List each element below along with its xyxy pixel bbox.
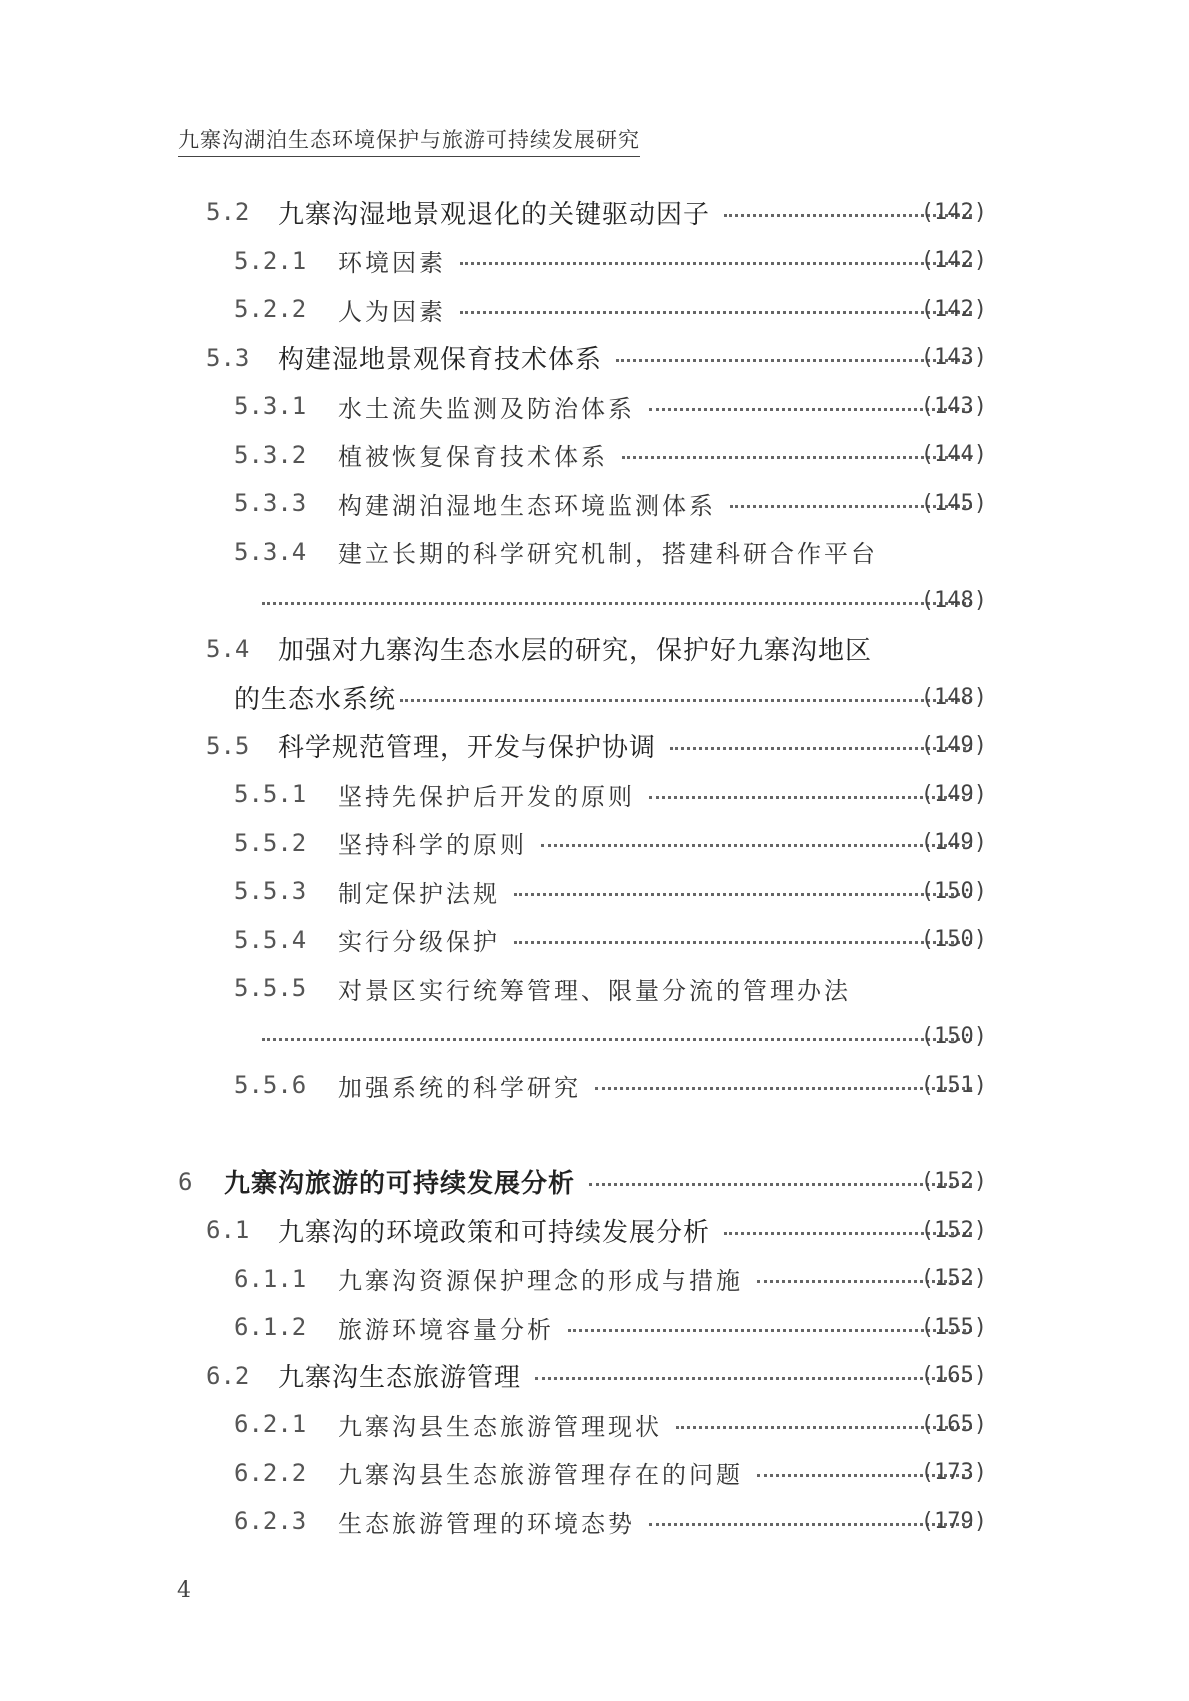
toc-entry-5-3-3[interactable]: [0, 479, 1189, 528]
dot-leader: [514, 941, 972, 944]
toc-title: 九寨沟的环境政策和可持续发展分析: [278, 1217, 711, 1248]
toc-number: 5.5: [206, 731, 250, 760]
toc-title: 坚持科学的原则: [338, 831, 527, 860]
toc-entry-5-5-6[interactable]: [0, 1061, 1189, 1110]
dot-leader: [460, 311, 972, 314]
toc-title: 九寨沟县生态旅游管理现状: [338, 1412, 662, 1441]
toc-title: 建立长期的科学研究机制，搭建科研合作平台: [338, 540, 878, 569]
toc-number: 6.2.2: [234, 1458, 307, 1487]
toc-entry-6-2-1[interactable]: [0, 1400, 1189, 1449]
toc-entry-5-2[interactable]: [0, 188, 1189, 237]
toc-number: 5.2.2: [234, 295, 307, 324]
toc-number: 6.2.3: [234, 1507, 307, 1536]
toc-number: 5.3.1: [234, 392, 307, 421]
toc-title: 实行分级保护: [338, 928, 500, 957]
toc-page: (165): [920, 1411, 987, 1437]
toc-page: (152): [920, 1217, 987, 1243]
table-of-contents: [0, 188, 1189, 1546]
toc-entry-6-2[interactable]: [0, 1352, 1189, 1401]
toc-page: (148): [920, 684, 987, 710]
toc-number: 5.3.3: [234, 489, 307, 518]
toc-title: 加强系统的科学研究: [338, 1073, 581, 1102]
toc-page: (148): [920, 587, 987, 613]
toc-entry-5-5-2[interactable]: [0, 819, 1189, 868]
toc-page: (144): [920, 442, 987, 468]
toc-number: 5.3.4: [234, 537, 307, 566]
dot-leader: [616, 359, 972, 362]
toc-entry-5-5-3[interactable]: [0, 867, 1189, 916]
toc-title: 人为因素: [338, 297, 446, 326]
toc-page: (150): [920, 878, 987, 904]
toc-title: 九寨沟旅游的可持续发展分析: [224, 1169, 576, 1200]
toc-number: 6.2.1: [234, 1410, 307, 1439]
toc-page: (152): [920, 1169, 987, 1195]
toc-page: (143): [920, 393, 987, 419]
dot-leader: [622, 456, 972, 459]
toc-page: (151): [920, 1072, 987, 1098]
toc-entry-5-5[interactable]: [0, 722, 1189, 771]
toc-number: 6.1.2: [234, 1313, 307, 1342]
toc-title: 旅游环境容量分析: [338, 1315, 554, 1344]
toc-entry-5-3-1[interactable]: [0, 382, 1189, 431]
dot-leader: [262, 1038, 972, 1041]
toc-number: 5.5.5: [234, 974, 307, 1003]
running-header: 九寨沟湖泊生态环境保护与旅游可持续发展研究: [178, 124, 640, 157]
toc-entry-5-5-5[interactable]: [0, 964, 1189, 1061]
toc-number: 5.4: [206, 634, 250, 663]
toc-title: 九寨沟生态旅游管理: [278, 1363, 522, 1394]
toc-number: 6: [178, 1167, 193, 1196]
toc-title: 环境因素: [338, 249, 446, 278]
toc-title-continuation: 的生态水系统: [234, 684, 397, 715]
toc-title: 九寨沟县生态旅游管理存在的问题: [338, 1461, 743, 1490]
toc-page: (150): [920, 1024, 987, 1050]
toc-number: 5.3: [206, 343, 250, 372]
toc-entry-6-2-2[interactable]: [0, 1449, 1189, 1498]
toc-number: 6.1.1: [234, 1264, 307, 1293]
toc-entry-6-1-2[interactable]: [0, 1303, 1189, 1352]
toc-entry-6-2-3[interactable]: [0, 1497, 1189, 1546]
toc-number: 5.2.1: [234, 246, 307, 275]
toc-title: 对景区实行统筹管理、限量分流的管理办法: [338, 976, 851, 1005]
toc-page: (143): [920, 345, 987, 371]
dot-leader: [595, 1087, 972, 1090]
toc-title: 制定保护法规: [338, 879, 500, 908]
toc-entry-5-5-4[interactable]: [0, 916, 1189, 965]
dot-leader: [589, 1183, 972, 1186]
toc-title: 生态旅游管理的环境态势: [338, 1509, 635, 1538]
toc-page: (165): [920, 1363, 987, 1389]
toc-entry-6-1[interactable]: [0, 1206, 1189, 1255]
toc-page: (142): [920, 248, 987, 274]
toc-page: (142): [920, 296, 987, 322]
toc-page: (145): [920, 490, 987, 516]
toc-number: 5.5.2: [234, 828, 307, 857]
dot-leader: [568, 1329, 972, 1332]
toc-page: (155): [920, 1314, 987, 1340]
toc-number: 6.2: [206, 1361, 250, 1390]
toc-title: 构建湿地景观保育技术体系: [278, 345, 603, 376]
dot-leader: [541, 844, 972, 847]
toc-title: 坚持先保护后开发的原则: [338, 782, 635, 811]
toc-page: (149): [920, 733, 987, 759]
toc-entry-6[interactable]: [0, 1158, 1189, 1207]
toc-entry-5-3-4[interactable]: [0, 528, 1189, 625]
page-number: 4: [177, 1578, 191, 1603]
toc-title: 水土流失监测及防治体系: [338, 394, 635, 423]
toc-title: 加强对九寨沟生态水层的研究，保护好九寨沟地区: [278, 636, 873, 667]
toc-page: (152): [920, 1266, 987, 1292]
toc-number: 6.1: [206, 1216, 250, 1245]
toc-page: (179): [920, 1508, 987, 1534]
toc-title: 构建湖泊湿地生态环境监测体系: [338, 491, 716, 520]
dot-leader: [514, 893, 972, 896]
toc-entry-5-5-1[interactable]: [0, 770, 1189, 819]
toc-number: 5.5.1: [234, 780, 307, 809]
toc-page: (173): [920, 1460, 987, 1486]
toc-title: 植被恢复保育技术体系: [338, 443, 608, 472]
toc-number: 5.5.4: [234, 925, 307, 954]
toc-number: 5.5.6: [234, 1071, 307, 1100]
toc-title: 九寨沟资源保护理念的形成与措施: [338, 1267, 743, 1296]
toc-entry-5-3[interactable]: [0, 334, 1189, 383]
section-spacer: [0, 1110, 1189, 1158]
toc-page: (149): [920, 781, 987, 807]
toc-title: 九寨沟湿地景观退化的关键驱动因子: [278, 199, 711, 230]
dot-leader: [535, 1377, 972, 1380]
toc-entry-5-4[interactable]: [0, 625, 1189, 722]
toc-entry-5-3-2[interactable]: [0, 431, 1189, 480]
toc-number: 5.2: [206, 198, 250, 227]
toc-entry-5-2-1[interactable]: [0, 237, 1189, 286]
toc-page: (142): [920, 199, 987, 225]
toc-number: 5.5.3: [234, 877, 307, 906]
dot-leader: [262, 602, 972, 605]
toc-entry-6-1-1[interactable]: [0, 1255, 1189, 1304]
toc-title: 科学规范管理，开发与保护协调: [278, 733, 657, 764]
toc-page: (149): [920, 830, 987, 856]
toc-entry-5-2-2[interactable]: [0, 285, 1189, 334]
toc-page: (150): [920, 927, 987, 953]
dot-leader: [400, 699, 972, 702]
dot-leader: [460, 262, 972, 265]
toc-number: 5.3.2: [234, 440, 307, 469]
